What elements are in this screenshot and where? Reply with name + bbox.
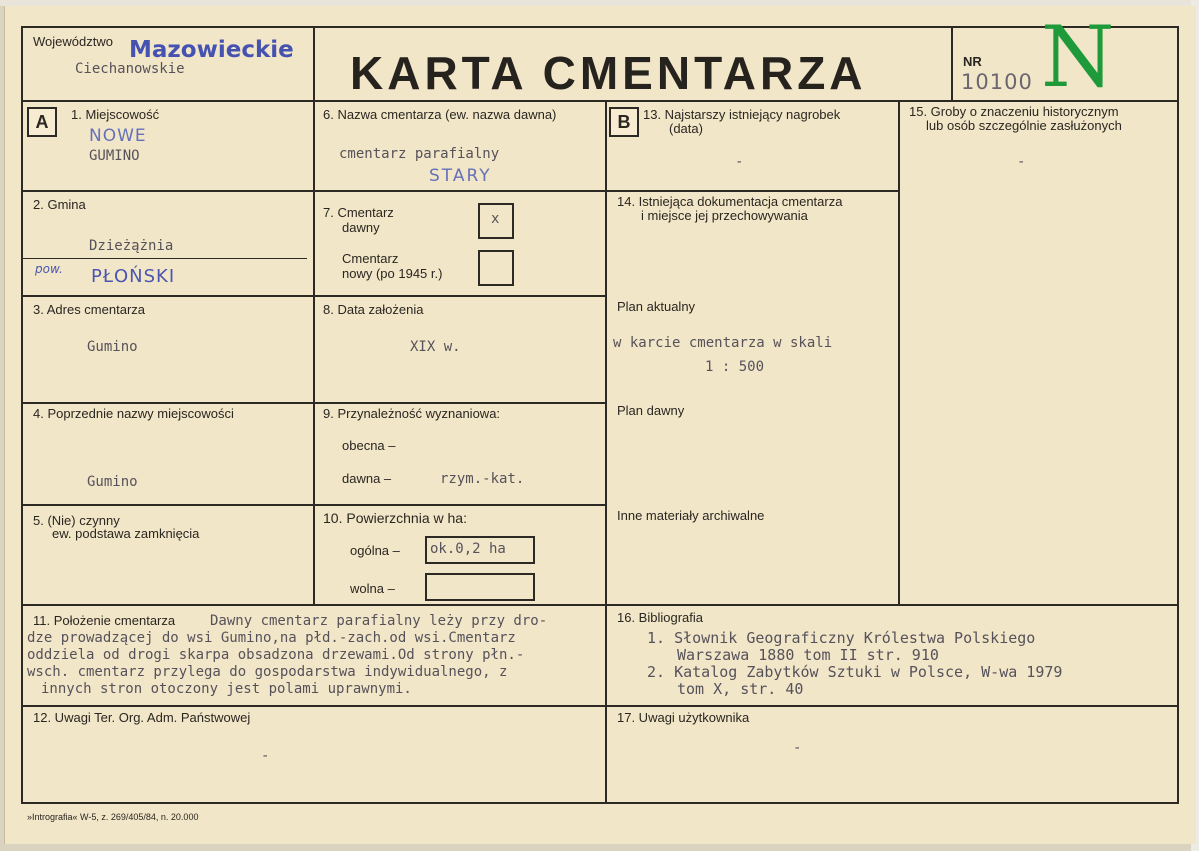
row-line-2 <box>21 295 607 297</box>
row-line-3 <box>21 402 607 404</box>
f15-label-2: lub osób szczególnie zasłużonych <box>926 118 1122 133</box>
header-sep-2 <box>951 26 953 102</box>
f7-label-4: nowy (po 1945 r.) <box>342 266 443 281</box>
f16-label: 16. Bibliografia <box>617 610 703 625</box>
f15-label-1: 15. Groby o znaczeniu historycznym <box>909 104 1119 119</box>
section-a-box: A <box>27 107 57 137</box>
f11-line-5: innych stron otoczony jest polami uprawnymi. <box>41 681 412 697</box>
f2-underline <box>23 258 307 259</box>
f3-label: 3. Adres cmentarza <box>33 302 145 317</box>
frame-bottom <box>21 802 1179 804</box>
nr-value: 10100 <box>961 70 1033 94</box>
f2-pow-value: PŁOŃSKI <box>91 266 176 287</box>
row-line-4 <box>21 504 607 506</box>
f1-value-hand: NOWE <box>89 126 147 146</box>
f3-value: Gumino <box>87 339 138 355</box>
f12-label: 12. Uwagi Ter. Org. Adm. Państwowej <box>33 710 251 725</box>
f5-label-1: 5. (Nie) czynny <box>33 513 120 528</box>
f17-label: 17. Uwagi użytkownika <box>617 710 750 725</box>
f11-line-1: Dawny cmentarz parafialny leży przy dro- <box>210 613 548 629</box>
f13-label-2: (data) <box>669 121 703 136</box>
col-line-c <box>898 100 900 606</box>
f14-plan-line-1: w karcie cmentarza w skali <box>613 335 833 351</box>
row-line-6 <box>21 705 1179 707</box>
header-sep-1 <box>313 26 315 102</box>
f17-value: - <box>793 740 802 756</box>
f9-obecna-label: obecna – <box>342 438 396 453</box>
f7-checkbox-mark: x <box>491 211 500 227</box>
f8-label: 8. Data założenia <box>323 302 424 317</box>
f8-value: XIX w. <box>410 339 461 355</box>
cemetery-card <box>4 6 1196 844</box>
f10-wolna-box[interactable] <box>425 573 535 601</box>
f11-line-3: oddziela od drogi skarpa obsadzona drzewami.Od strony płn.- <box>27 647 525 663</box>
col-line-b <box>605 100 607 802</box>
f9-dawna-value: rzym.-kat. <box>440 471 525 487</box>
f9-label: 9. Przynależność wyznaniowa: <box>323 406 501 421</box>
f4-value: Gumino <box>87 474 138 490</box>
f16-line-2: Warszawa 1880 tom II str. 910 <box>677 646 939 664</box>
f2-label: 2. Gmina <box>33 197 86 212</box>
row-line-5 <box>21 604 1179 606</box>
f13-label-1: 13. Najstarszy istniejący nagrobek <box>643 107 841 122</box>
f1-label: 1. Miejscowość <box>71 107 160 122</box>
col-line-a <box>313 100 315 606</box>
f6-label: 6. Nazwa cmentarza (ew. nazwa dawna) <box>323 107 557 122</box>
f7-label-2: dawny <box>342 220 380 235</box>
f16-line-4: tom X, str. 40 <box>677 680 804 698</box>
wojewodztwo-label: Województwo <box>33 34 113 49</box>
f14-plan-aktualny: Plan aktualny <box>617 299 696 314</box>
f4-label: 4. Poprzednie nazwy miejscowości <box>33 406 234 421</box>
row-line-1 <box>21 190 607 192</box>
frame-left <box>21 26 23 804</box>
f2-pow-label: pow. <box>35 262 63 276</box>
f10-ogolna-box[interactable] <box>425 536 535 564</box>
f11-line-2: dze prowadzącej do wsi Gumino,na płd.-zach.od wsi.Cmentarz <box>27 630 516 646</box>
card-title: KARTA CMENTARZA <box>350 47 867 99</box>
f14-plan-dawny: Plan dawny <box>617 403 685 418</box>
footer-imprint: »Intrografia« W-5, z. 269/405/84, n. 20.000 <box>27 812 199 822</box>
f10-ogolna-value: ok.0,2 ha <box>430 541 506 557</box>
f15-value: - <box>1017 154 1026 170</box>
f7-label-3: Cmentarz <box>342 251 399 266</box>
f7-label-1: 7. Cmentarz <box>323 205 394 220</box>
f13-f14-divider <box>605 190 900 192</box>
wojewodztwo-value: Mazowieckie <box>129 37 294 63</box>
stamp-letter: N <box>1041 8 1115 106</box>
f14-plan-line-2: 1 : 500 <box>705 359 765 375</box>
f11-label: 11. Położenie cmentarza <box>33 613 176 628</box>
f10-wolna-label: wolna – <box>350 581 395 596</box>
wojewodztwo-old: Ciechanowskie <box>75 61 185 77</box>
f6-value: cmentarz parafialny <box>339 146 500 162</box>
header-divider <box>21 100 1179 102</box>
f2-value: Dzieżążnia <box>89 238 174 254</box>
f14-inne: Inne materiały archiwalne <box>617 508 765 523</box>
f6-value-hand: STARY <box>429 166 492 186</box>
frame-right <box>1177 26 1179 804</box>
f1-value: GUMINO <box>89 148 140 164</box>
f10-label: 10. Powierzchnia w ha: <box>323 510 467 526</box>
f7-checkbox-dawny[interactable] <box>478 203 514 239</box>
f9-dawna-label: dawna – <box>342 471 392 486</box>
f14-label-2: i miejsce jej przechowywania <box>641 208 808 223</box>
f11-line-4: wsch. cmentarz przylega do gospodarstwa indywidualnego, z <box>27 664 508 680</box>
frame-top <box>21 26 1179 28</box>
f16-line-3: 2. Katalog Zabytków Sztuki w Polsce, W-wa 1979 <box>647 663 1063 681</box>
f14-label-1: 14. Istniejąca dokumentacja cmentarza <box>617 194 843 209</box>
f7-checkbox-nowy[interactable] <box>478 250 514 286</box>
f5-label-2: ew. podstawa zamknięcia <box>52 526 200 541</box>
f12-value: - <box>261 748 270 764</box>
f13-value: - <box>735 154 744 170</box>
section-b-box: B <box>609 107 639 137</box>
f10-ogolna-label: ogólna – <box>350 543 400 558</box>
f16-line-1: 1. Słownik Geograficzny Królestwa Polskiego <box>647 629 1036 647</box>
nr-label: NR <box>963 54 982 69</box>
